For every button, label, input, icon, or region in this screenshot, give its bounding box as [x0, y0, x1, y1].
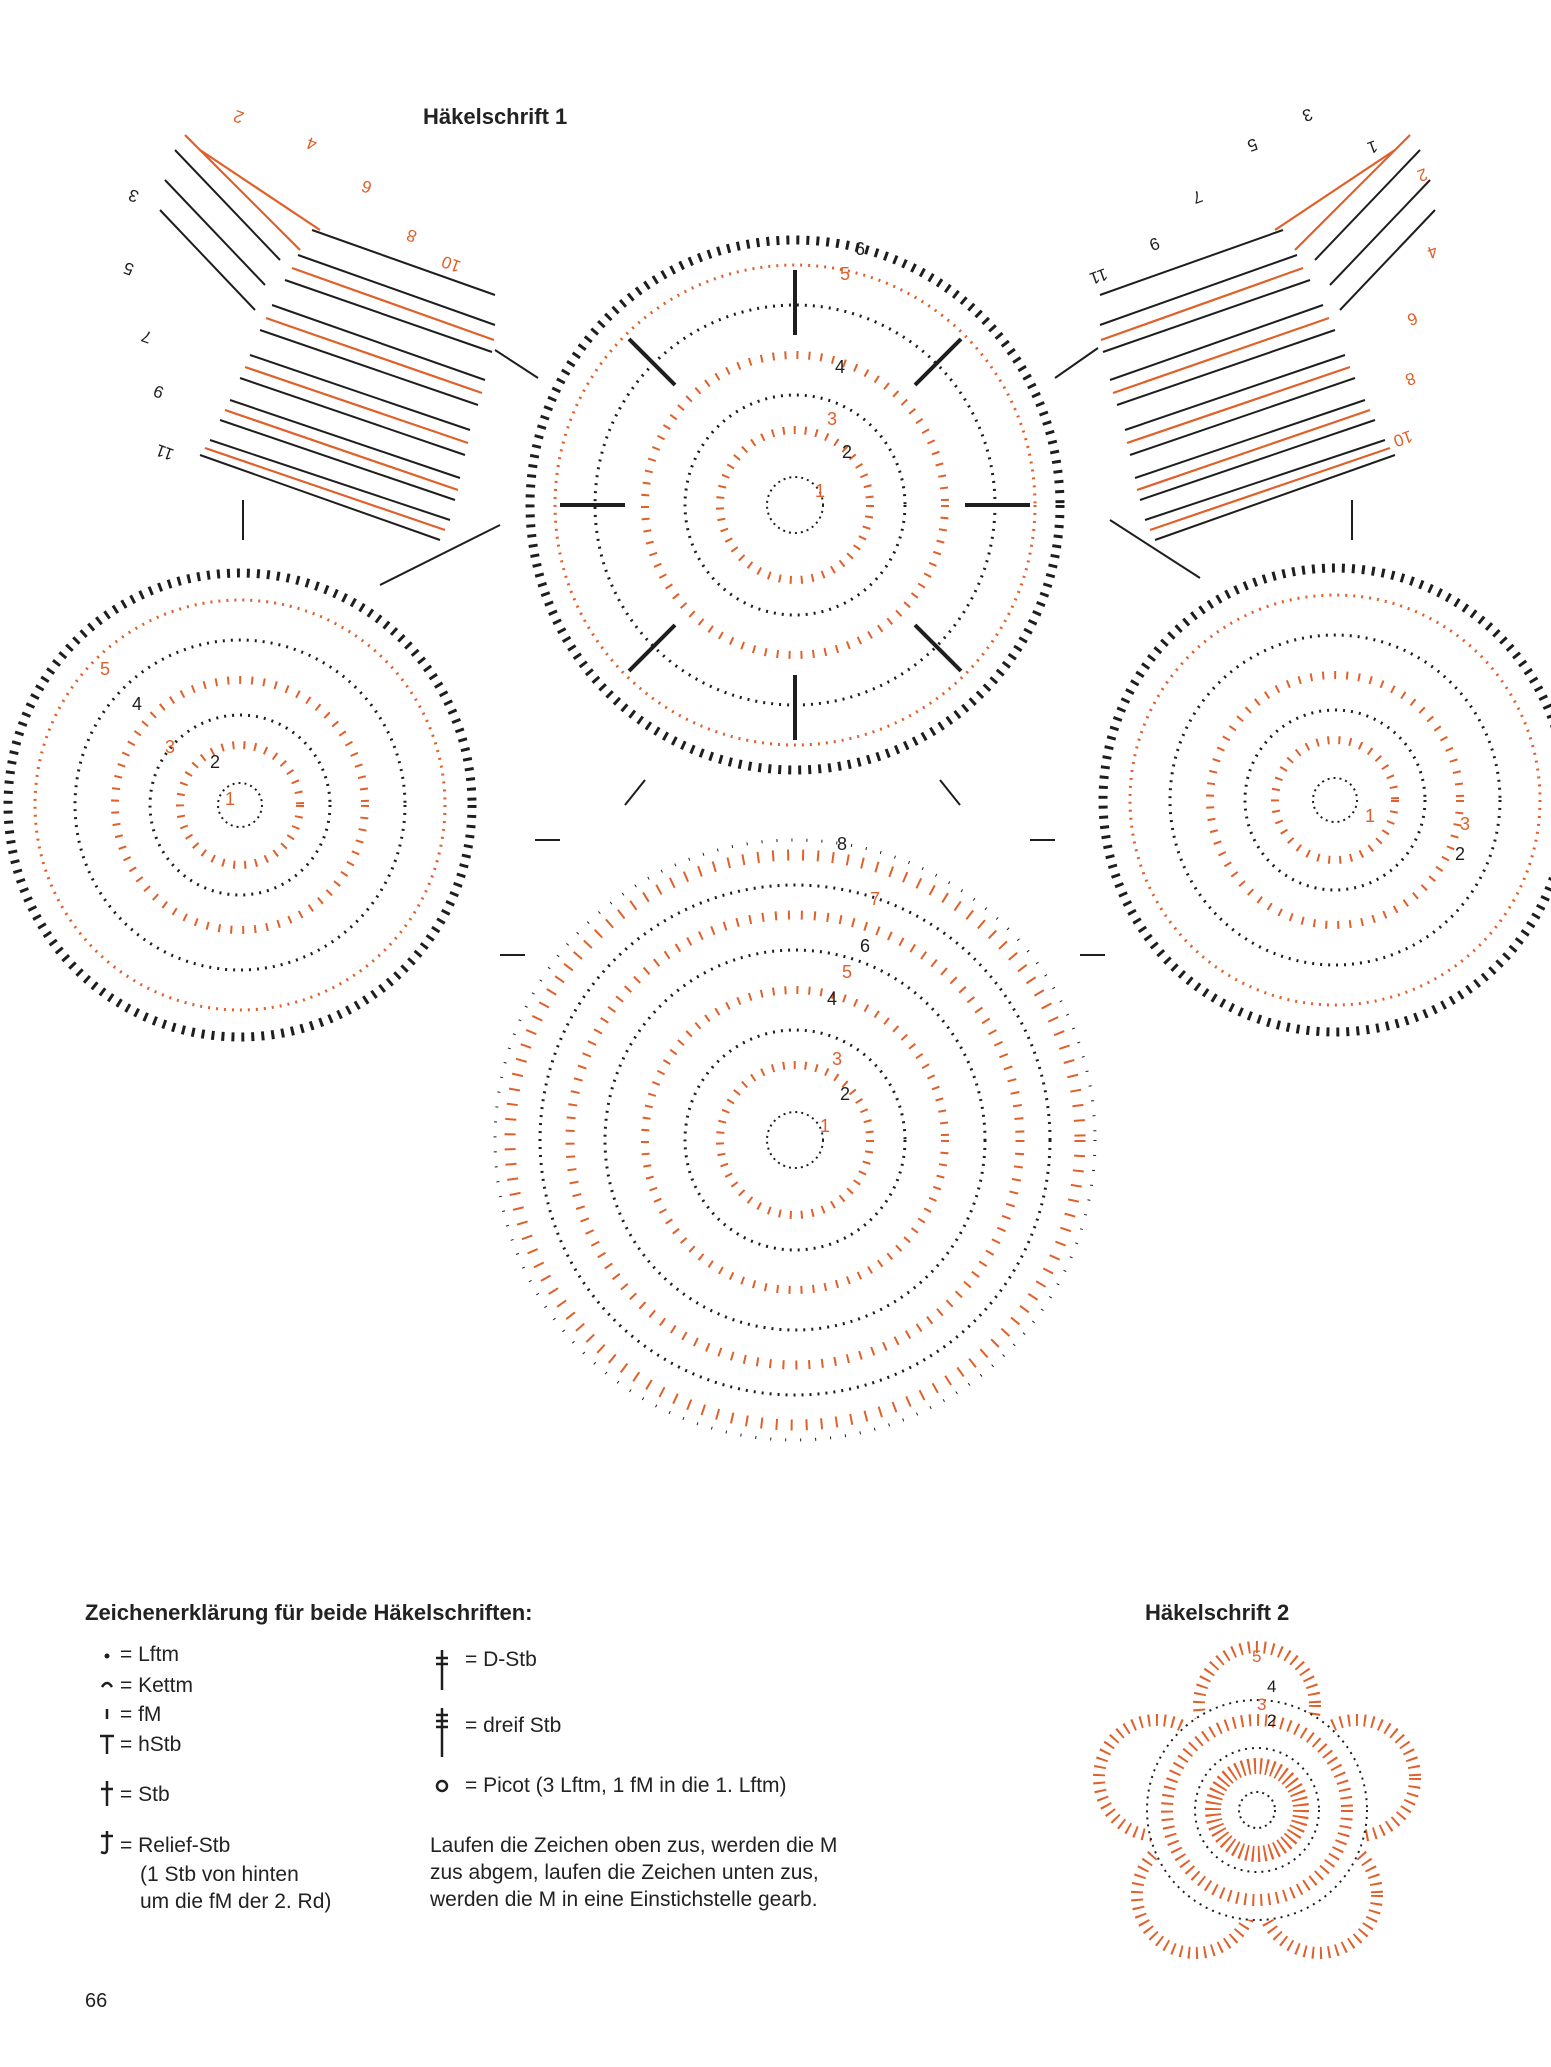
legend-detail: (1 Stb von hinten: [140, 1863, 299, 1886]
round-label: 4: [132, 694, 143, 714]
row-label: 8: [1402, 368, 1419, 390]
round-label: 3: [832, 1049, 843, 1069]
connector-lines: [243, 348, 1352, 955]
legend-note-line: werden die M in eine Einstichstelle gearb.: [430, 1888, 818, 1911]
row-label: 7: [138, 326, 155, 348]
round-label: 3: [165, 737, 176, 757]
row-label: 9: [150, 381, 167, 403]
round-label: 1: [820, 1116, 831, 1136]
round-label: 4: [1267, 1677, 1277, 1696]
row-label: 1: [1364, 136, 1381, 158]
diagram2-title: Häkelschrift 2: [1145, 1600, 1290, 1625]
round-label: 5: [842, 962, 853, 982]
legend-symbols-col2: [430, 1640, 454, 1810]
row-label: 7: [1189, 186, 1206, 208]
round-label: 4: [827, 989, 838, 1009]
legend-heading: Zeichenerklärung für beide Häkelschriften:: [85, 1600, 533, 1625]
legend-label: = Stb: [120, 1783, 170, 1806]
round-label: 5: [840, 264, 851, 284]
round-label: 1: [1365, 806, 1376, 826]
round-label: 8: [837, 834, 848, 854]
row-label: 10: [439, 251, 464, 277]
legend-label: = fM: [120, 1703, 162, 1726]
row-label: 6: [1404, 308, 1421, 330]
legend-label: = Kettm: [120, 1674, 193, 1697]
picot-icon: [437, 1781, 447, 1791]
legend-label: = D-Stb: [465, 1648, 537, 1671]
motif-right: [1103, 568, 1551, 1032]
round-label: 2: [840, 1084, 851, 1104]
triple-treble-crochet-icon: [436, 1708, 448, 1757]
round-label: 6: [860, 936, 871, 956]
chain-dot-icon: [105, 1654, 110, 1659]
legend-label: = dreif Stb: [465, 1714, 562, 1737]
motif-left: [8, 573, 472, 1037]
row-label: 6: [358, 176, 375, 198]
motif-top: [530, 239, 1060, 770]
half-double-crochet-icon: [100, 1736, 114, 1754]
round-label: 4: [835, 357, 846, 377]
round-label: 3: [1257, 1695, 1267, 1714]
round-label: 3: [1460, 814, 1471, 834]
row-label: 11: [1087, 264, 1111, 289]
crochet-chart-2: [1085, 1640, 1430, 1980]
row-label: 3: [1299, 104, 1316, 126]
legend-label: = Picot (3 Lftm, 1 fM in die 1. Lftm): [465, 1774, 787, 1797]
legend-label: = hStb: [120, 1733, 182, 1756]
round-label: 2: [1455, 844, 1466, 864]
legend-label: = Lftm: [120, 1643, 179, 1666]
round-label: 3: [827, 409, 838, 429]
round-label: 5: [1252, 1647, 1262, 1666]
round-label: 6: [855, 239, 866, 259]
row-label: 3: [125, 185, 142, 207]
row-label: 4: [1424, 241, 1441, 263]
round-label: 5: [100, 659, 111, 679]
double-crochet-icon: [101, 1781, 113, 1806]
row-label: 5: [120, 258, 137, 280]
round-label: 1: [815, 481, 826, 501]
round-label: 2: [842, 442, 853, 462]
page-number: 66: [85, 1990, 108, 2012]
legend-symbols-col1: [95, 1636, 119, 1856]
legend-detail: um die fM der 2. Rd): [140, 1890, 332, 1913]
slip-stitch-arc-icon: [102, 1683, 112, 1687]
row-label: 2: [1414, 164, 1431, 186]
legend-note-line: Laufen die Zeichen oben zus, werden die M: [430, 1834, 838, 1857]
row-label: 11: [153, 440, 177, 465]
corner-triangle-right: [1100, 135, 1435, 540]
row-label: 4: [303, 133, 320, 155]
corner-triangle-left: [160, 135, 495, 540]
row-label: 2: [230, 106, 247, 128]
row-label: 9: [1146, 233, 1163, 255]
motif-bottom: [495, 834, 1095, 1440]
round-label: 2: [1267, 1711, 1277, 1730]
round-label: 1: [225, 789, 236, 809]
legend-label: = Relief-Stb: [120, 1834, 231, 1857]
legend-note: [430, 1832, 837, 1913]
round-label: 2: [210, 752, 221, 772]
round-label: 7: [870, 889, 881, 909]
diagram1-title: Häkelschrift 1: [423, 104, 568, 129]
row-label: 8: [403, 225, 420, 247]
post-stitch-icon: [101, 1831, 113, 1853]
row-label: 5: [1244, 134, 1261, 156]
legend-note-line: zus abgem, laufen die Zeichen unten zus,: [430, 1861, 819, 1884]
row-label: 10: [1390, 426, 1416, 451]
treble-crochet-icon: [436, 1650, 448, 1690]
